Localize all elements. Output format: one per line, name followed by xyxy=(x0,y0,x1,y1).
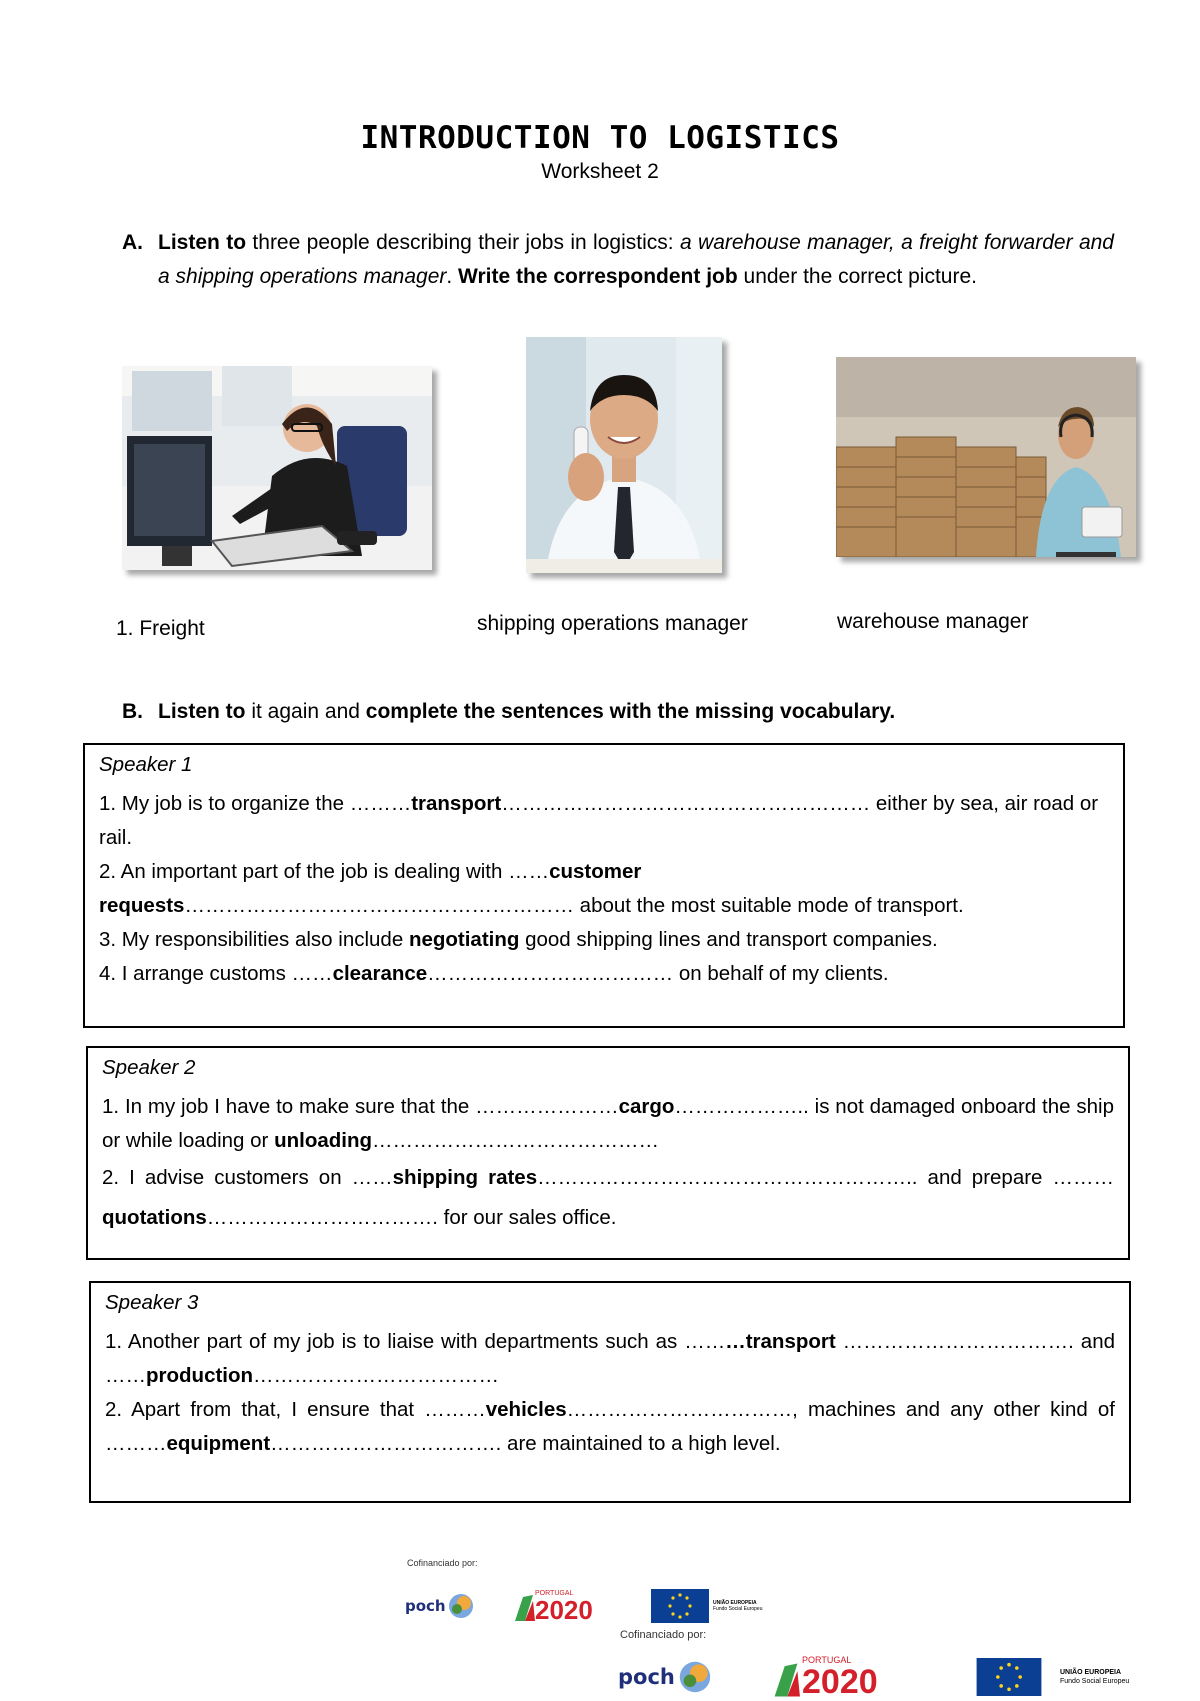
sentence-number: 1. xyxy=(105,1330,123,1353)
eu-subtitle: Fundo Social Europeu xyxy=(713,1606,763,1612)
poch-swirl-icon xyxy=(446,1591,476,1621)
sentence xyxy=(105,1325,1115,1393)
sentence-text: 2. Apart from that, I ensure that ……… xyxy=(105,1398,486,1421)
instruction-text: . xyxy=(446,265,459,288)
speaker-3-box xyxy=(89,1281,1131,1503)
sentence-text: ……………………………. for our sales office. xyxy=(206,1206,617,1229)
portugal-flag-icon xyxy=(513,1593,535,1623)
instruction-italic: a warehouse manager, a freight forwarder and a shipping operations manager xyxy=(158,231,1114,288)
page-title: INTRODUCTION TO LOGISTICS xyxy=(360,120,840,156)
instruction-bold: Listen to xyxy=(158,231,247,254)
sentence-text: In my job I have to make sure that the ………………… xyxy=(119,1095,619,1118)
portugal-flag-icon xyxy=(770,1661,802,1699)
sentence-text: ……………………………… on behalf of my clients. xyxy=(427,962,889,985)
eu-flag-icon xyxy=(964,1658,1054,1696)
instruction-text: under the correct picture. xyxy=(737,265,977,288)
answer: …transport xyxy=(725,1330,836,1353)
eu-title: UNIÃO EUROPEIA xyxy=(1060,1668,1122,1676)
answer: equipment xyxy=(166,1432,271,1455)
sentence-number: 1. xyxy=(99,792,117,815)
warehouse-photo xyxy=(836,357,1136,557)
sentence xyxy=(99,923,1109,957)
eu-logo xyxy=(964,1658,1129,1696)
poch-logo-text: poch xyxy=(618,1665,675,1689)
section-b-marker: B. xyxy=(122,700,143,723)
instruction-bold: Write the correspondent job xyxy=(458,265,738,288)
sentence xyxy=(102,1158,1114,1238)
funding-logos-big xyxy=(618,1654,1130,1701)
answer: unloading xyxy=(274,1129,373,1152)
sentence-text: ……………………………. and …… xyxy=(105,1330,1116,1387)
sentence-text: My job is to organize the ……… xyxy=(116,792,412,815)
eu-subtitle: Fundo Social Europeu xyxy=(1060,1678,1130,1685)
answer: production xyxy=(146,1364,254,1387)
eu-title: UNIÃO EUROPEIA xyxy=(713,1599,757,1606)
speaker-1-box xyxy=(83,743,1125,1028)
eu-flag-icon xyxy=(651,1589,709,1623)
sentence-text: …………………………………… xyxy=(372,1129,660,1152)
poch-logo xyxy=(618,1658,736,1696)
answer: customer requests xyxy=(99,860,642,917)
portugal-2020-logo xyxy=(513,1590,643,1623)
answer: vehicles xyxy=(485,1398,567,1421)
answer: transport xyxy=(411,792,502,815)
sentence-text: ………………………………………………… about the most suitable mode of transport. xyxy=(184,894,964,917)
sentence xyxy=(99,855,1109,923)
poch-logo-text: poch xyxy=(405,1597,446,1615)
sentence-text: ……………………………………………… either by sea, air road or rail. xyxy=(99,792,1099,849)
portugal-2020-logo xyxy=(770,1656,960,1699)
section-a-marker: A. xyxy=(122,231,143,254)
cofinanced-label-big: Cofinanciado por: xyxy=(620,1629,707,1641)
portugal-label: PORTUGAL xyxy=(802,1654,852,1665)
poch-swirl-icon xyxy=(675,1658,715,1696)
sentence xyxy=(102,1090,1114,1158)
sentence xyxy=(99,787,1109,855)
sentence xyxy=(99,957,1109,991)
sentence-text: Another part of my job is to liaise with departments such as …… xyxy=(122,1330,726,1353)
sentence-text: ……………………………………………….. and prepare ……… xyxy=(537,1166,1115,1189)
sentence-text: ……………………………… xyxy=(253,1364,500,1387)
sentence-number: 1. xyxy=(102,1095,120,1118)
funding-logos-small xyxy=(405,1588,762,1624)
photo-caption-2: shipping operations manager xyxy=(477,612,748,635)
cofinanced-label-small: Cofinanciado por: xyxy=(407,1558,478,1568)
page-subtitle: Worksheet 2 xyxy=(541,160,659,183)
answer: clearance xyxy=(332,962,428,985)
year-label: 2020 xyxy=(535,1594,593,1625)
sentence-text: ……………….. is not damaged onboard the ship or while loading or xyxy=(102,1095,1114,1152)
answer: cargo xyxy=(618,1095,675,1118)
photo-caption-3: warehouse manager xyxy=(837,610,1029,633)
sentence-text: ……………………………, machines and any other kind of ……… xyxy=(105,1398,1115,1455)
poch-logo xyxy=(405,1591,485,1621)
speaker-2-label: Speaker 2 xyxy=(102,1056,196,1079)
sentence-text: ……………………………. are maintained to a high level. xyxy=(270,1432,781,1455)
sentence-text: 4. I arrange customs …… xyxy=(99,962,333,985)
instruction-bold: Listen to xyxy=(158,700,246,723)
sentence xyxy=(105,1393,1115,1461)
office-worker-photo xyxy=(122,366,432,570)
speaker-1-label: Speaker 1 xyxy=(99,753,193,776)
answer: shipping rates xyxy=(392,1166,538,1189)
sentence-text: 3. My responsibilities also include xyxy=(99,928,409,951)
answer: quotations xyxy=(102,1206,207,1229)
instruction-text: it again and xyxy=(245,700,366,723)
instruction-bold: complete the sentences with the missing vocabulary. xyxy=(365,700,896,723)
eu-logo xyxy=(651,1589,762,1623)
sentence-text: 2. An important part of the job is dealing with …… xyxy=(99,860,550,883)
sentence-text: 2. I advise customers on …… xyxy=(102,1166,393,1189)
section-b-instructions xyxy=(122,700,1122,724)
man-on-phone-photo xyxy=(526,337,722,573)
speaker-2-box xyxy=(86,1046,1130,1260)
instruction-text: three people describing their jobs in logistics: xyxy=(246,231,680,254)
portugal-label: PORTUGAL xyxy=(535,1589,574,1597)
answer: negotiating xyxy=(408,928,520,951)
year-label: 2020 xyxy=(802,1662,878,1701)
sentence-text: good shipping lines and transport companies. xyxy=(519,928,938,951)
speaker-3-label: Speaker 3 xyxy=(105,1291,199,1314)
photo-caption-1: 1. Freight xyxy=(116,617,205,640)
section-a-instructions xyxy=(122,226,1114,294)
